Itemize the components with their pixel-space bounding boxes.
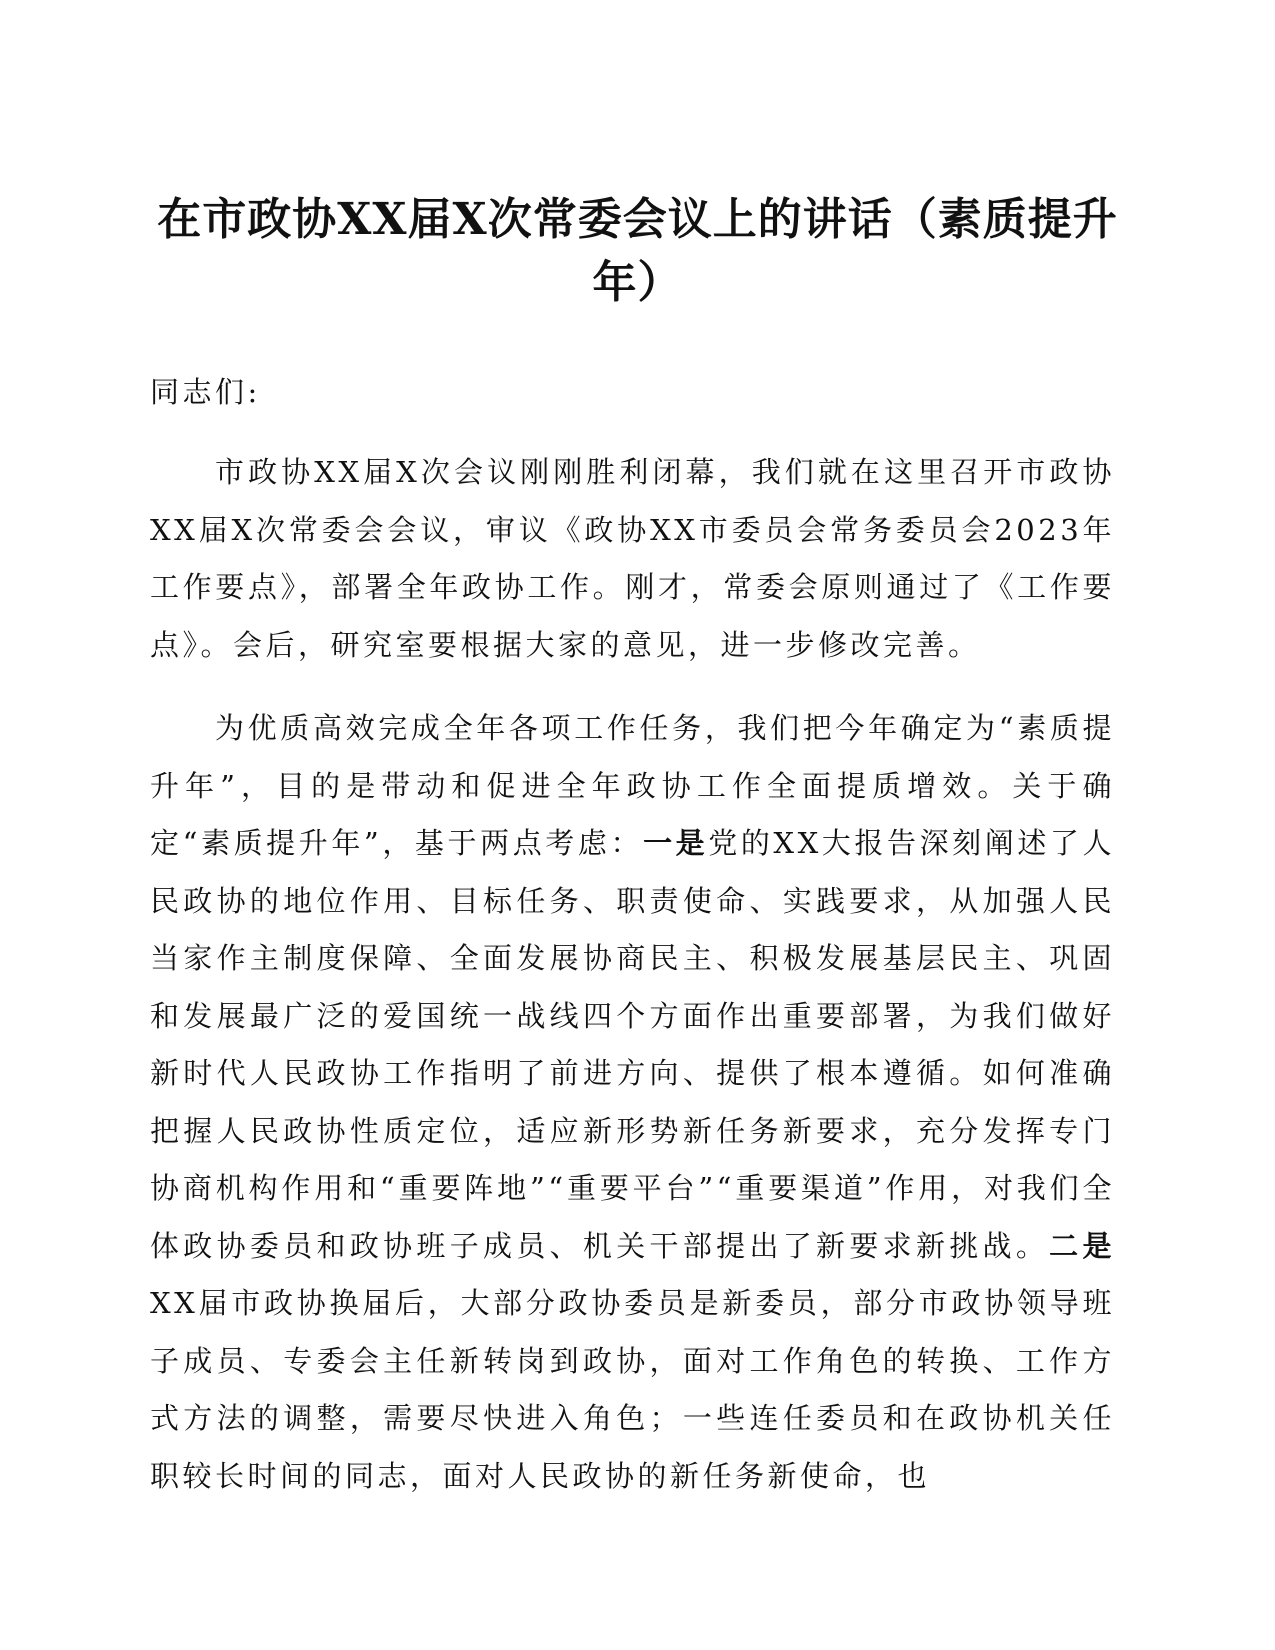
paragraph-1: 市政协XX届X次会议刚刚胜利闭幕，我们就在这里召开市政协XX届X次常委会会议，审议《政协XX市委员会常务委员会2023年工作要点》，部署全年政协工作。刚才，常委会原则通过了《工作要点》。会后，研究室要根据大家的意见，进一步修改完善。	[150, 455, 1115, 662]
greeting: 同志们:	[150, 375, 261, 409]
paragraph-2	[150, 700, 1115, 1505]
paragraph-2-intro: 为优质高效完成全年各项工作任务，我们把今年确定为“素质提升年”，目的是带动和促进全年政协工作全面提质增效。关于确定“素质提升年”，基于两点考虑：	[150, 711, 1115, 860]
document-title: 在市政协XX届X次常委会议上的讲话（素质提升年）	[157, 194, 1118, 308]
point-2-text: XX届市政协换届后，大部分政协委员是新委员，部分市政协领导班子成员、专委会主任新转岗到政协，面对工作角色的转换、工作方式方法的调整，需要尽快进入角色；一些连任委员和在政协机关任职较长时间的同志，面对人民政协的新任务新使命，也	[150, 1286, 1115, 1493]
point-1-label: 一是	[643, 826, 709, 860]
point-2-label: 二是	[1049, 1228, 1115, 1263]
point-1-text: 党的XX大报告深刻阐述了人民政协的地位作用、目标任务、职责使命、实践要求，从加强人民当家作主制度保障、全面发展协商民主、积极发展基层民主、巩固和发展最广泛的爱国统一战线四个方面作出重要部署，为我们做好新时代人民政协工作指明了前进方向、提供了根本遵循。如何准确把握人民政协性质定位，适应新形势新任务新要求，充分发挥专门协商机构作用和“重要阵地”“重要平台”“重要渠道”作用，对我们全体政协委员和政协班子成员、机关干部提出了新要求新挑战。	[150, 826, 1116, 1263]
